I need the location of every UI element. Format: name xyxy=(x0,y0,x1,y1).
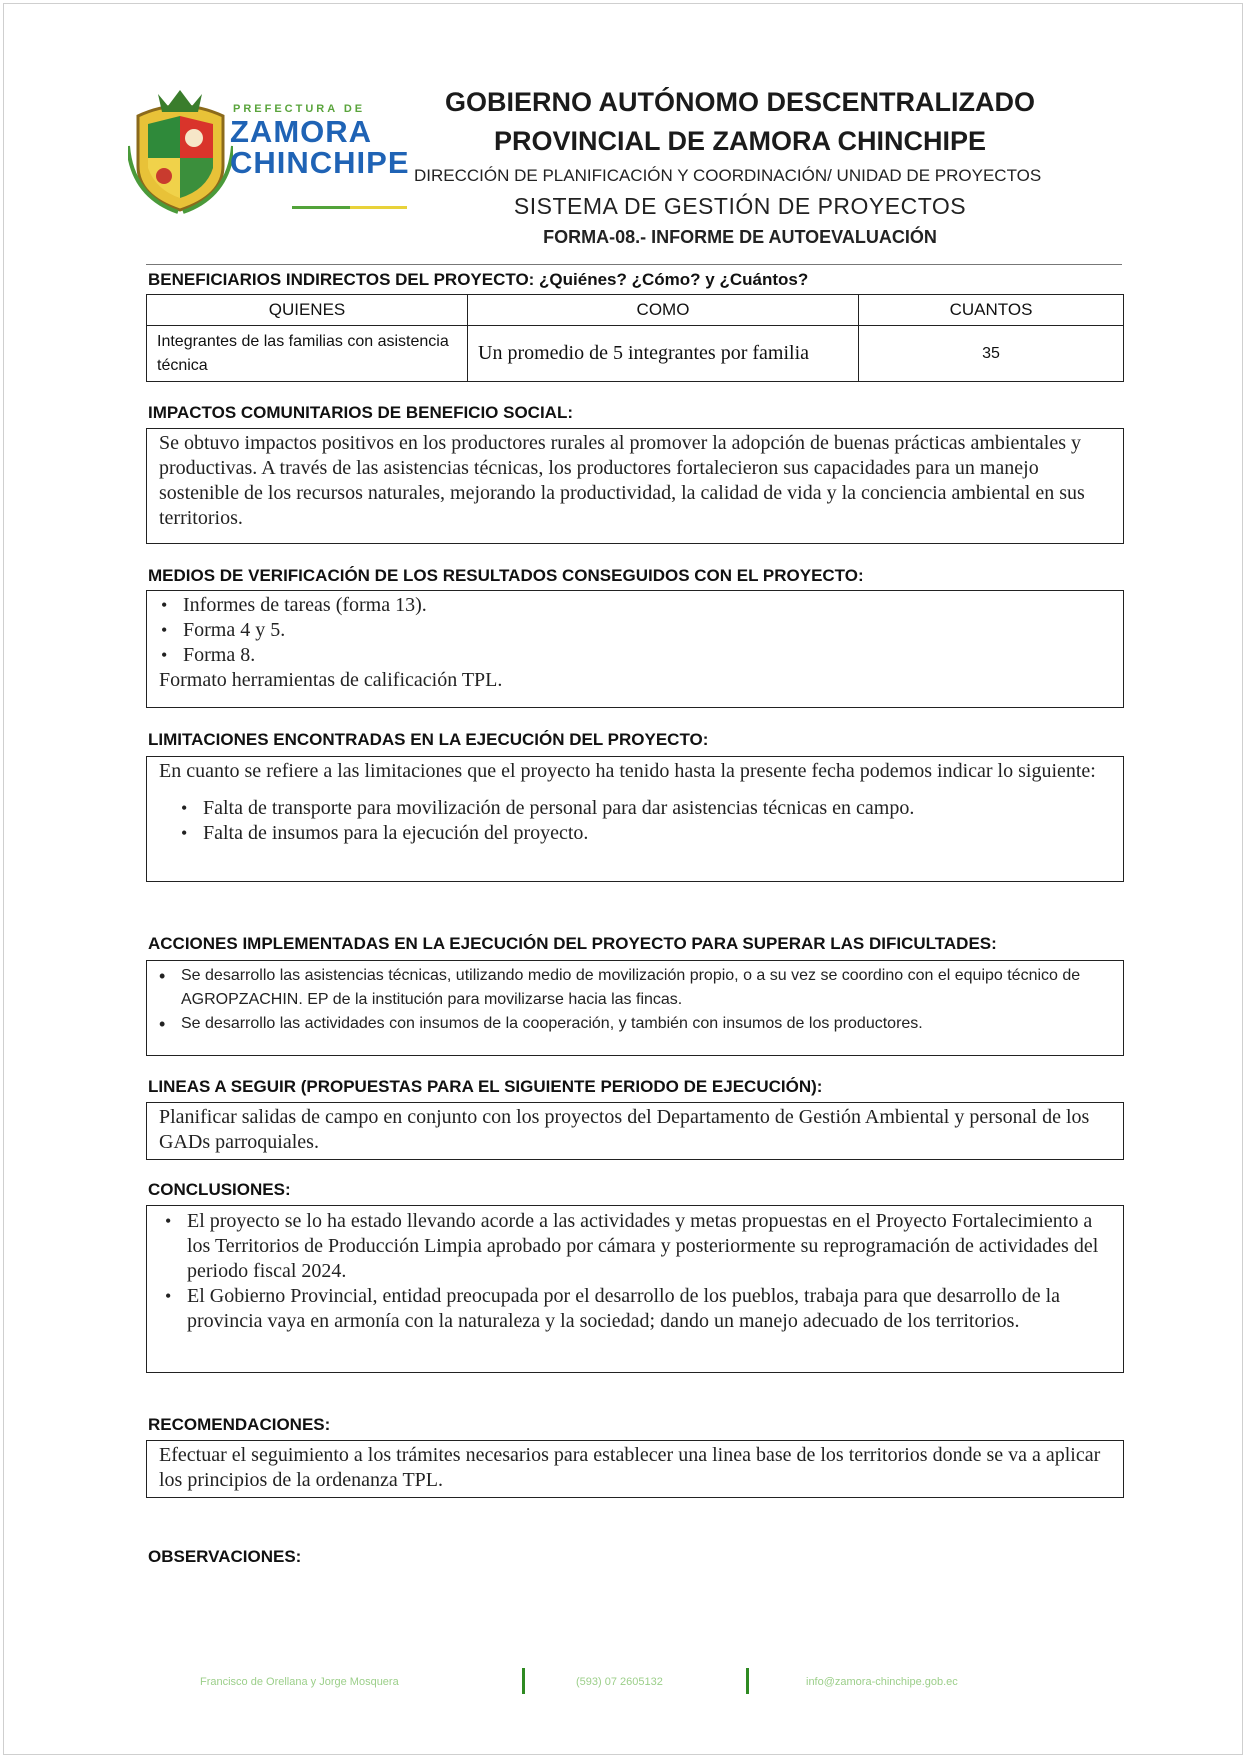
logo-prefectura-label: PREFECTURA DE xyxy=(233,103,366,115)
logo-chinchipe-label: CHINCHIPE xyxy=(230,145,410,180)
header-como: COMO xyxy=(468,295,859,326)
table-header-row xyxy=(147,295,1124,326)
lineas-box xyxy=(146,1102,1124,1160)
medios-box xyxy=(146,590,1124,708)
conclusiones-list xyxy=(159,1209,1111,1334)
prefectura-shield-logo-icon xyxy=(128,86,233,214)
logo-underline xyxy=(292,196,407,199)
header-title-line2: PROVINCIAL DE ZAMORA CHINCHIPE xyxy=(493,126,987,156)
medios-title: MEDIOS DE VERIFICACIÓN DE LOS RESULTADOS CONSEGUIDOS CON EL PROYECTO: xyxy=(148,566,864,585)
footer xyxy=(200,1668,1050,1698)
footer-separator xyxy=(522,1668,525,1694)
header-direction: DIRECCIÓN DE PLANIFICACIÓN Y COORDINACIÓN/ UNIDAD DE PROYECTOS xyxy=(414,166,1042,185)
impactos-text: Se obtuvo impactos positivos en los productores rurales al promover la adopción de buenas prácticas ambientales y productivas. A través de las asistencias técnicas, los productores fortalecieron sus capacidades para un manejo sostenible de los recursos naturales, mejorando la productividad, la calidad de vida y la conciencia ambiental en sus territorios. xyxy=(159,432,1085,529)
list-item: • Se desarrollo las actividades con insumos de la cooperación, y también con insumos de los productores. xyxy=(159,1012,1115,1036)
list-item: • El Gobierno Provincial, entidad preocupada por el desarrollo de los pueblos, trabaja para que desarrollo de la provincia vaya en armonía con la naturaleza y la sociedad; dando un manejo adecuado de los territorios. xyxy=(165,1284,1111,1334)
footer-email: info@zamora-chinchipe.gob.ec xyxy=(806,1676,958,1688)
recomendaciones-title: RECOMENDACIONES: xyxy=(148,1415,331,1434)
recomendaciones-box xyxy=(146,1440,1124,1498)
impactos-title: IMPACTOS COMUNITARIOS DE BENEFICIO SOCIAL: xyxy=(148,403,574,422)
header-divider xyxy=(146,264,1122,265)
footer-phone: (593) 07 2605132 xyxy=(576,1676,663,1688)
medios-list xyxy=(159,593,1111,668)
cell-como: Un promedio de 5 integrantes por familia xyxy=(468,326,859,382)
limitaciones-list xyxy=(159,796,1111,846)
lineas-title: LINEAS A SEGUIR (PROPUESTAS PARA EL SIGUIENTE PERIODO DE EJECUCIÓN): xyxy=(148,1077,823,1096)
header-form-title: FORMA-08.- INFORME DE AUTOEVALUACIÓN xyxy=(543,227,937,247)
beneficiarios-title: BENEFICIARIOS INDIRECTOS DEL PROYECTO: ¿Quiénes? ¿Cómo? y ¿Cuántos? xyxy=(148,270,809,289)
limitaciones-box xyxy=(146,756,1124,882)
list-item: • Informes de tareas (forma 13). xyxy=(161,593,1111,618)
medios-extra: Formato herramientas de calificación TPL. xyxy=(159,669,503,691)
list-item: • Forma 4 y 5. xyxy=(161,618,1111,643)
header-quienes: QUIENES xyxy=(147,295,468,326)
logo-zamora-label: ZAMORA xyxy=(230,114,373,149)
limitaciones-intro: En cuanto se refiere a las limitaciones que el proyecto ha tenido hasta la presente fecha podemos indicar lo siguiente: xyxy=(159,760,1096,782)
recomendaciones-text: Efectuar el seguimiento a los trámites necesarios para establecer una linea base de los territorios donde se va a aplicar los principios de la ordenanza TPL. xyxy=(159,1444,1101,1491)
footer-address: Francisco de Orellana y Jorge Mosquera xyxy=(200,1676,399,1688)
table-row xyxy=(147,326,1124,382)
header-title-line1: GOBIERNO AUTÓNOMO DESCENTRALIZADO xyxy=(445,87,1035,117)
limitaciones-title: LIMITACIONES ENCONTRADAS EN LA EJECUCIÓN DEL PROYECTO: xyxy=(148,730,709,749)
beneficiarios-table xyxy=(146,294,1124,382)
footer-separator xyxy=(746,1668,749,1694)
list-item: • Falta de insumos para la ejecución del proyecto. xyxy=(181,821,1111,846)
acciones-box xyxy=(146,960,1124,1056)
impactos-box xyxy=(146,428,1124,544)
cell-quienes: Integrantes de las familias con asistencia técnica xyxy=(147,326,468,382)
list-item: • El proyecto se lo ha estado llevando acorde a las actividades y metas propuestas en el Proyecto Fortalecimiento a los Territorios de Producción Limpia aprobado por cámara y posteriormente su reprogramación de actividades del periodo fiscal 2024. xyxy=(165,1209,1111,1284)
conclusiones-box xyxy=(146,1205,1124,1373)
list-item: • Falta de transporte para movilización de personal para dar asistencias técnicas en campo. xyxy=(181,796,1111,821)
header-system: SISTEMA DE GESTIÓN DE PROYECTOS xyxy=(513,193,967,219)
list-item: • Forma 8. xyxy=(161,643,1111,668)
acciones-title: ACCIONES IMPLEMENTADAS EN LA EJECUCIÓN DEL PROYECTO PARA SUPERAR LAS DIFICULTADES: xyxy=(148,934,997,953)
conclusiones-title: CONCLUSIONES: xyxy=(148,1180,291,1199)
list-item: • Se desarrollo las asistencias técnicas, utilizando medio de movilización propio, o a su vez se coordino con el equipo técnico de AGROPZACHIN. EP de la institución para movilizarse hacia las fincas. xyxy=(159,964,1115,1012)
observaciones-title: OBSERVACIONES: xyxy=(148,1547,302,1566)
cell-cuantos: 35 xyxy=(859,326,1124,382)
acciones-list xyxy=(155,964,1115,1036)
lineas-text: Planificar salidas de campo en conjunto con los proyectos del Departamento de Gestión Ambiental y personal de los GADs parroquiales. xyxy=(159,1106,1090,1153)
header-cuantos: CUANTOS xyxy=(859,295,1124,326)
